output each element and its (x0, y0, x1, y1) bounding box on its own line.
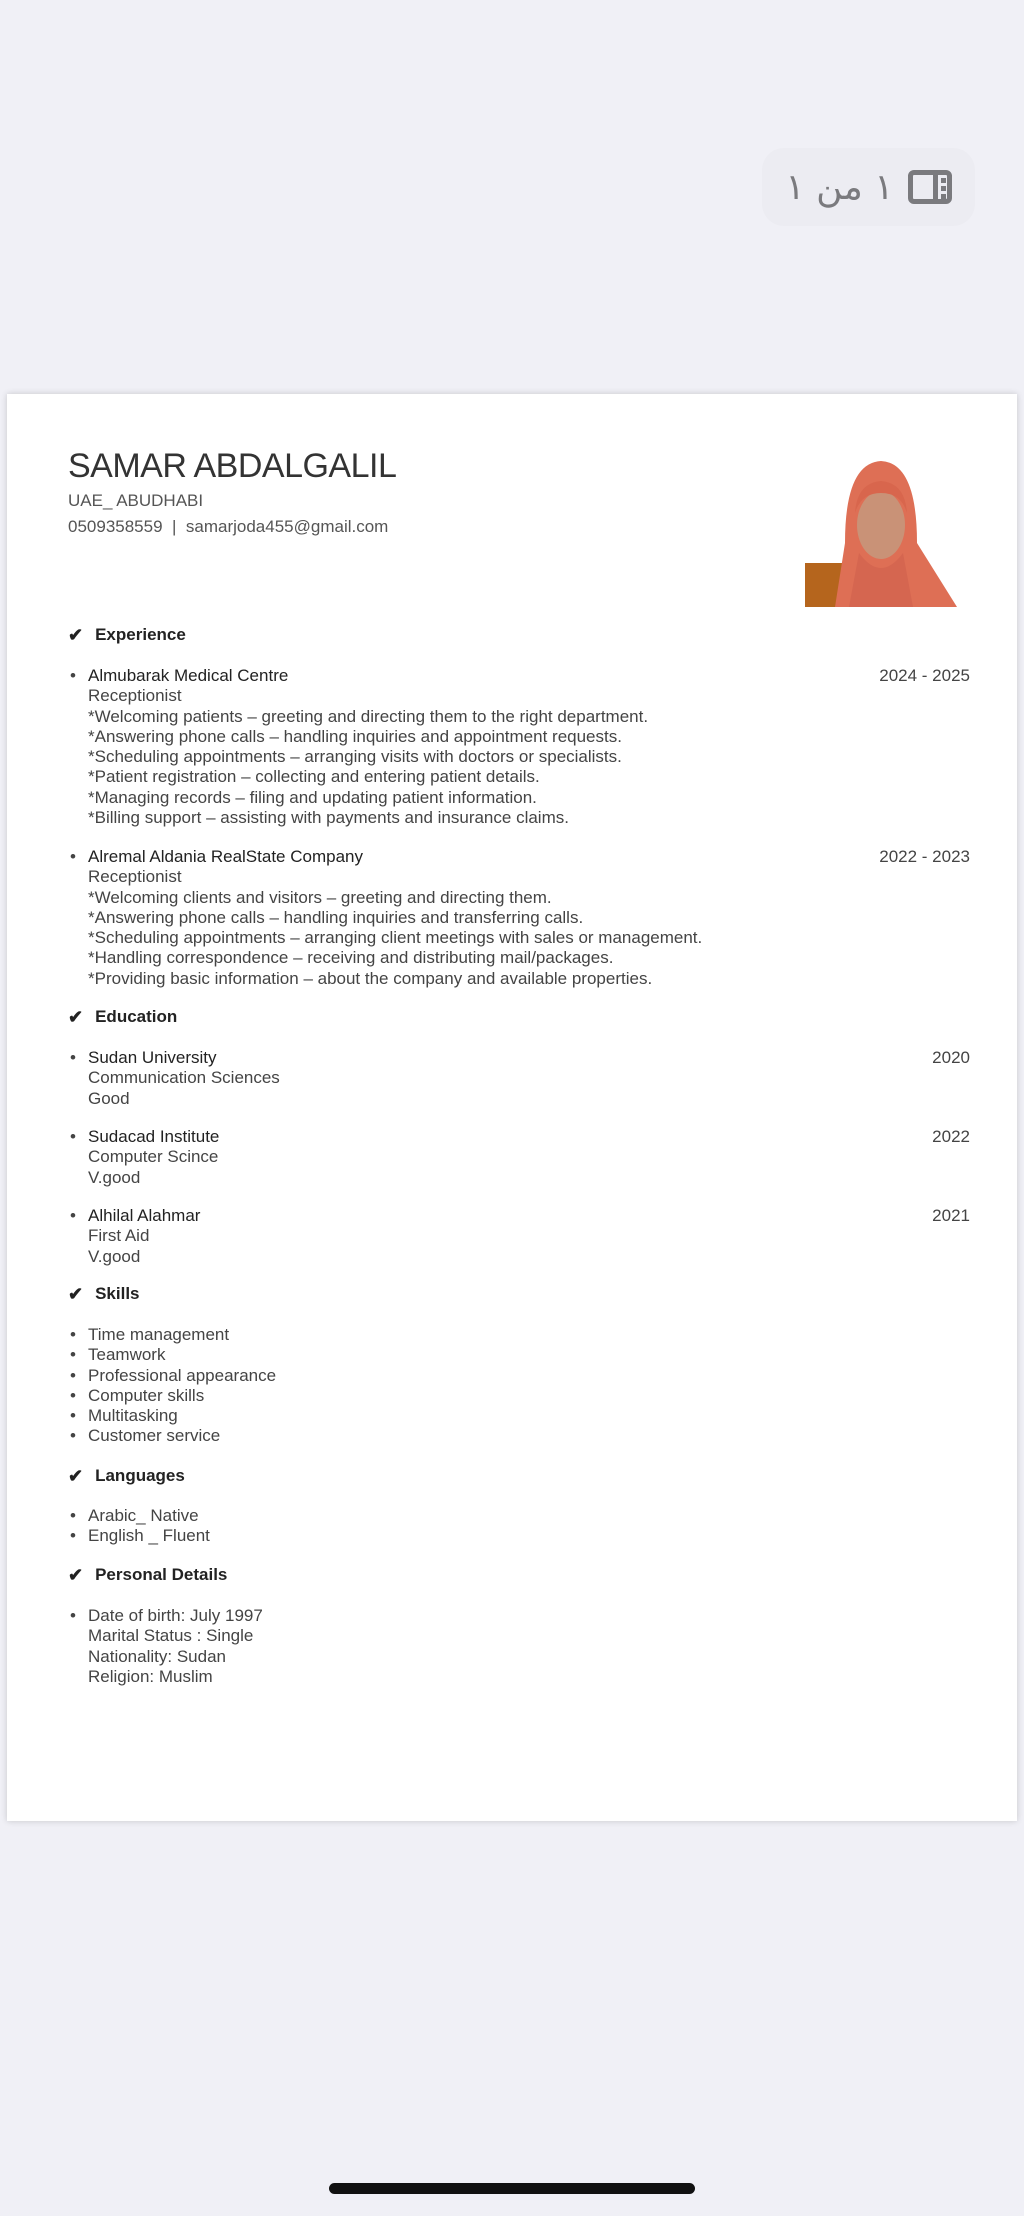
section-title: Skills (95, 1284, 140, 1303)
grade: Good (88, 1088, 130, 1108)
duty: *Scheduling appointments – arranging client meetings with sales or management. (88, 928, 703, 948)
check-icon: ✔ (68, 1465, 84, 1486)
skill: Professional appearance (88, 1365, 277, 1385)
education-item: • Alhilal Alahmar 2021 First Aid V.good (70, 1206, 970, 1266)
detail: Date of birth: July 1997 (88, 1606, 263, 1625)
org-name: Almubarak Medical Centre (88, 666, 289, 685)
education-item: • Sudan University 2020 Communication Sciences Good (70, 1048, 970, 1108)
role: Receptionist (88, 867, 182, 887)
skill: Computer skills (88, 1385, 205, 1405)
duty: *Patient registration – collecting and entering patient details. (88, 767, 540, 787)
section-title: Experience (95, 625, 186, 644)
experience-item: • Alremal Aldania RealState Company 2022 - 2023 Receptionist *Welcoming clients and visitors – greeting and directing them. *Answering phone calls – handling inquiries and transferring calls. *Scheduling appointments – arranging client meetings with sales or management. *Handling correspondence – receiving and distributing mail/packages. *Providing basic information – about the company and available properties. (70, 847, 970, 988)
page-indicator[interactable] (762, 148, 975, 226)
grade: V.good (88, 1167, 141, 1187)
section-skills-heading (68, 1283, 140, 1305)
personal-details: • Date of birth: July 1997 Marital Status : Single Nationality: Sudan Religion: Muslim (68, 1606, 970, 1687)
section-experience-heading (68, 624, 186, 646)
duty: *Managing records – filing and updating patient information. (88, 787, 537, 807)
duty: *Welcoming patients – greeting and directing them to the right department. (88, 706, 649, 726)
check-icon: ✔ (68, 1283, 84, 1304)
section-personal-heading (68, 1564, 227, 1586)
duty: *Providing basic information – about the company and available properties. (88, 968, 653, 988)
field: Communication Sciences (88, 1068, 280, 1088)
skill: Multitasking (88, 1406, 178, 1426)
section-title: Education (95, 1007, 178, 1026)
sidebar-view-icon (908, 170, 952, 204)
duty: *Welcoming clients and visitors – greeting and directing them. (88, 887, 552, 907)
duty: *Handling correspondence – receiving and distributing mail/packages. (88, 948, 614, 968)
field: Computer Scince (88, 1147, 219, 1167)
org-name: Sudacad Institute (88, 1127, 220, 1146)
email: samarjoda455@gmail.com (185, 517, 389, 536)
skill: Time management (88, 1325, 230, 1344)
check-icon: ✔ (68, 1564, 84, 1585)
date: 2022 (932, 1127, 970, 1146)
detail: Religion: Muslim (88, 1666, 213, 1686)
language: Arabic_ Native (88, 1506, 199, 1525)
org-name: Sudan University (88, 1048, 217, 1067)
grade: V.good (88, 1246, 141, 1266)
duty: *Answering phone calls – handling inquiries and transferring calls. (88, 907, 584, 927)
org-name: Alhilal Alahmar (88, 1206, 201, 1225)
duty: *Scheduling appointments – arranging visits with doctors or specialists. (88, 747, 622, 767)
field: First Aid (88, 1226, 150, 1246)
languages-list: • Arabic_ Native • English _ Fluent (70, 1506, 210, 1546)
section-title: Personal Details (95, 1565, 228, 1584)
date: 2022 - 2023 (879, 847, 970, 866)
location: UAE_ ABUDHABI (68, 491, 204, 510)
section-title: Languages (95, 1466, 185, 1485)
date: 2024 - 2025 (879, 666, 970, 685)
contact-line (68, 517, 388, 537)
candidate-name: SAMAR ABDALGALIL (68, 447, 397, 485)
section-languages-heading (68, 1465, 185, 1487)
phone: 0509358559 (68, 517, 163, 536)
separator: | (172, 517, 177, 536)
duty: *Answering phone calls – handling inquiries and appointment requests. (88, 726, 622, 746)
role: Receptionist (88, 686, 182, 706)
skill: Teamwork (88, 1345, 166, 1365)
detail: Nationality: Sudan (88, 1646, 226, 1666)
detail: Marital Status : Single (88, 1626, 254, 1646)
education-item: • Sudacad Institute 2022 Computer Scince V.good (70, 1127, 970, 1187)
org-name: Alremal Aldania RealState Company (88, 847, 363, 866)
experience-item: • Almubarak Medical Centre 2024 - 2025 Receptionist *Welcoming patients – greeting and directing them to the right department. *Answering phone calls – handling inquiries and appointment requests. *Scheduling appointments – arranging visits with doctors or specialists. *Patient registration – collecting and entering patient details. *Managing records – filing and updating patient information. *Billing support – assisting with payments and insurance claims. (70, 666, 970, 828)
skills-list: • Time management • Teamwork • Professional appearance • Computer skills • Multitasking • Customer service (70, 1325, 277, 1446)
profile-photo (805, 453, 957, 607)
section-education-heading (68, 1006, 177, 1028)
language: English _ Fluent (88, 1526, 210, 1546)
duty: *Billing support – assisting with payments and insurance claims. (88, 808, 569, 828)
skill: Customer service (88, 1426, 221, 1446)
check-icon: ✔ (68, 1006, 84, 1027)
date: 2021 (932, 1206, 970, 1225)
home-indicator[interactable] (329, 2183, 695, 2194)
page-count-text: ١ من ١ (785, 166, 894, 208)
check-icon: ✔ (68, 624, 84, 645)
date: 2020 (932, 1048, 970, 1067)
